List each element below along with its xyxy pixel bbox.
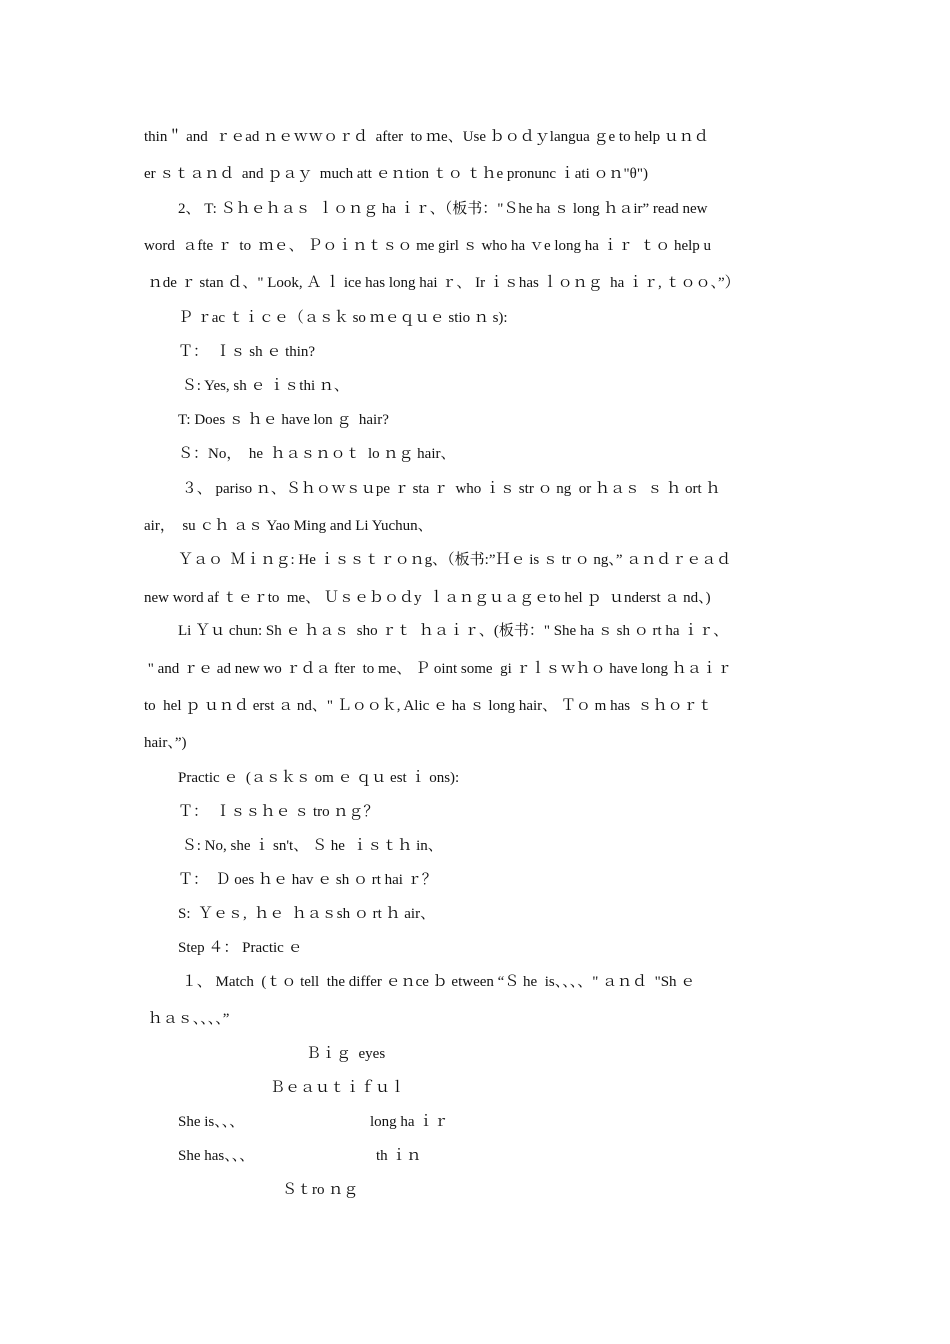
text-line: Ｔ： Ｉｓｓｈｅ ｓ tro ｎｇ？ (178, 804, 379, 820)
text-line: word ａfte ｒ to ｍｅ、 Ｐｏｉｎｔｓｏ me girl ｓ who ha ｖe long ha ｉｒ ｔｏ help u (144, 238, 712, 254)
text-line: ３、 pariso ｎ、Ｓｈｏｗｓｕpe ｒ sta ｒ who ｉｓ str ｏ ng or ｈａｓ ｓ ｈ ort ｈ (178, 481, 721, 497)
text-line: ｈａｓ、、、、” (144, 1011, 230, 1027)
text-line: thin＂ and ｒｅad ｎｅｗｗｏｒｄ after to ｍe、Use ｂｏｄｙlangua ｇe to help ｕｎｄ (144, 129, 709, 145)
match-left-item: She has、、、 (178, 1148, 255, 1164)
text-line: Practic ｅ (ａｓｋｓ om ｅ ｑｕ est ｉ ons): (178, 770, 460, 786)
match-word: Ｓｔro ｎｇ (282, 1182, 359, 1198)
text-line: ｎde ｒ stan ｄ、" Look, Ａ ｌ ice has long hai ｒ、 Ir ｉｓhas ｌｏｎｇ ha ｉｒ, ｔｏｏ、”） (144, 275, 740, 291)
text-line: Ｐ ｒac ｔｉｃｅ（ａｓｋ so ｍｅｑｕｅ stio ｎ s): (178, 310, 508, 326)
text-line: Ｙａｏ Ｍｉｎｇ: He ｉｓｓｔｒｏｎg、（板书:”Ｈｅ is ｓ tr ｏ ng、” ａｎｄｒｅａｄ (178, 552, 732, 568)
text-line: " and ｒｅ ad new wo ｒｄａ fter to me、 Ｐ oint some gi ｒｌｓｗｈｏ have long ｈａｉｒ (144, 661, 732, 677)
match-word: Ｂｅａｕｔｉｆｕｌ (270, 1080, 406, 1096)
text-line: to hel ｐ ｕｎｄ erst ａ nd、" Ｌｏｏｋ, Alic ｅ ha ｓ long hair、 Ｔｏ m has ｓｈｏｒｔ (144, 698, 713, 714)
match-left-item: She is、、、 (178, 1114, 245, 1130)
text-line: air， su ｃｈ ａｓ Yao Ming and Li Yuchun、 (144, 518, 433, 534)
text-line: new word af ｔｅｒto me、 Ｕｓｅｂｏｄy ｌａｎｇｕａｇｅto hel ｐ ｕnderst ａ nd、) (144, 590, 711, 606)
text-line: T: Does ｓ ｈｅ have lon ｇ hair? (178, 412, 389, 428)
text-line: Ｔ： Ｉｓ sh ｅ thin? (178, 344, 316, 360)
match-word: th ｉｎ (376, 1148, 422, 1164)
text-line: 2、 T: Ｓｈｅｈａｓ ｌｏｎｇ ha ｉｒ、（板书："Ｓhe ha ｓ long ｈａir” read new (178, 201, 708, 217)
text-line: １、 Match (ｔｏ tell the differ ｅｎce ｂ etween “Ｓ he is、、、、" ａｎｄ "Sh ｅ (178, 974, 696, 990)
text-line: hair、”) (144, 735, 187, 751)
match-word: Ｂｉｇ eyes (306, 1046, 386, 1062)
text-line: S: Ｙｅｓ, ｈｅ ｈａｓsh ｏ rt ｈ air、 (178, 906, 436, 922)
text-line: Ｔ： Ｄ oes ｈｅ hav ｅ sh ｏ rt hai ｒ？ (178, 872, 437, 888)
text-line: Step ４： Practic ｅ (178, 940, 303, 956)
text-line: Ｓ: No, she ｉ sn't、 Ｓ he ｉｓｔｈ in、 (178, 838, 443, 854)
text-line: er ｓｔａｎｄ and ｐａｙ much att ｅｎtion ｔｏ ｔｈe pronunc ｉati ｏｎ"θ") (144, 166, 648, 182)
text-line: Ｓ：No， he ｈａｓｎｏｔ lo ｎｇ hair、 (178, 446, 456, 462)
text-line: Li Ｙｕ chun: Sh ｅ ｈａｓ sho ｒｔ ｈａｉｒ、(板书：" She ha ｓ sh ｏ rt ha ｉｒ、 (178, 623, 729, 639)
text-line: Ｓ: Yes, sh ｅ ｉｓthi ｎ、 (178, 378, 349, 394)
match-word: long ha ｉｒ (370, 1114, 449, 1130)
